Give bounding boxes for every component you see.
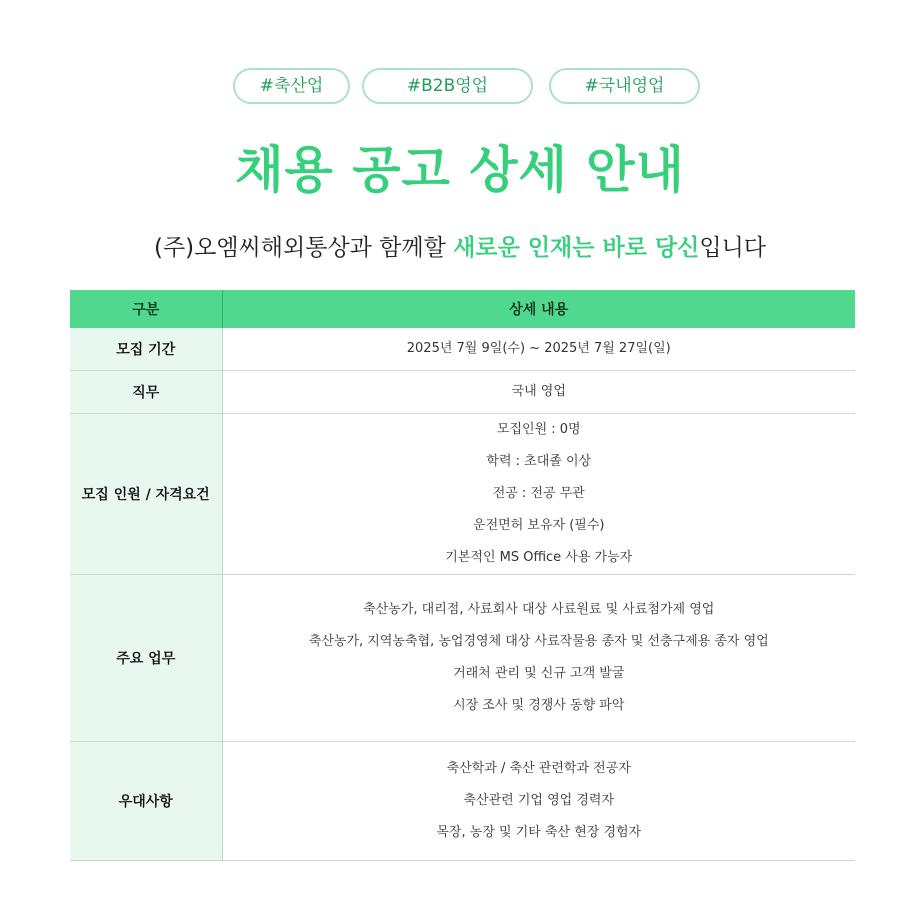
- hashtag-b2b-sales: #B2B영업: [362, 68, 533, 104]
- table-row-job: [70, 371, 855, 414]
- header-category: 구분: [70, 290, 222, 328]
- row-value: [222, 328, 855, 371]
- value-line: 거래처 관리 및 신규 고객 발굴: [453, 666, 625, 681]
- table-row-duties: [70, 575, 855, 742]
- value-line: 시장 조사 및 경쟁사 동향 파악: [453, 698, 625, 713]
- hashtag-livestock: #축산업: [233, 68, 350, 104]
- value-line: 국내 영업: [511, 384, 566, 399]
- row-label: 직무: [70, 371, 222, 414]
- value-line: 모집인원 : 0명: [496, 422, 581, 437]
- value-line: 2025년 7월 9일(수) ~ 2025년 7월 27일(일): [406, 341, 671, 356]
- page-subtitle: [0, 230, 920, 266]
- row-label: 모집 인원 / 자격요건: [70, 414, 222, 575]
- header-details: 상세 내용: [222, 290, 855, 328]
- value-line: 축산농가, 지역농축협, 농업경영체 대상 사료작물용 종자 및 선충구제용 종자 영업: [308, 634, 769, 649]
- row-value: [222, 742, 855, 861]
- value-line: 학력 : 초대졸 이상: [486, 454, 592, 469]
- subtitle-highlight: 새로운 인재는 바로 당신: [453, 235, 700, 261]
- row-value: [222, 371, 855, 414]
- table-row-period: [70, 328, 855, 371]
- row-label: 주요 업무: [70, 575, 222, 742]
- table-row-preferences: [70, 742, 855, 861]
- row-label: 모집 기간: [70, 328, 222, 371]
- value-line: 축산관련 기업 영업 경력자: [463, 793, 615, 808]
- value-line: 목장, 농장 및 기타 축산 현장 경험자: [436, 825, 642, 840]
- value-line: 전공 : 전공 무관: [492, 486, 585, 501]
- page-title: 채용 공고 상세 안내: [235, 141, 685, 199]
- row-value: [222, 575, 855, 742]
- value-line: 축산농가, 대리점, 사료회사 대상 사료원료 및 사료첨가제 영업: [363, 602, 715, 617]
- hashtag-group: [0, 68, 920, 108]
- value-line: 기본적인 MS Office 사용 가능자: [445, 550, 633, 565]
- job-details-table: [70, 290, 855, 861]
- table-header-row: [70, 290, 855, 328]
- value-line: 축산학과 / 축산 관련학과 전공자: [446, 761, 631, 776]
- table-row-requirements: [70, 414, 855, 575]
- row-label: 우대사항: [70, 742, 222, 861]
- hashtag-domestic-sales: #국내영업: [549, 68, 700, 104]
- row-value: [222, 414, 855, 575]
- subtitle-prefix: (주)오엠씨해외통상과 함께할: [153, 235, 454, 261]
- value-line: 운전면허 보유자 (필수): [473, 518, 605, 533]
- subtitle-suffix: 입니다: [699, 235, 767, 261]
